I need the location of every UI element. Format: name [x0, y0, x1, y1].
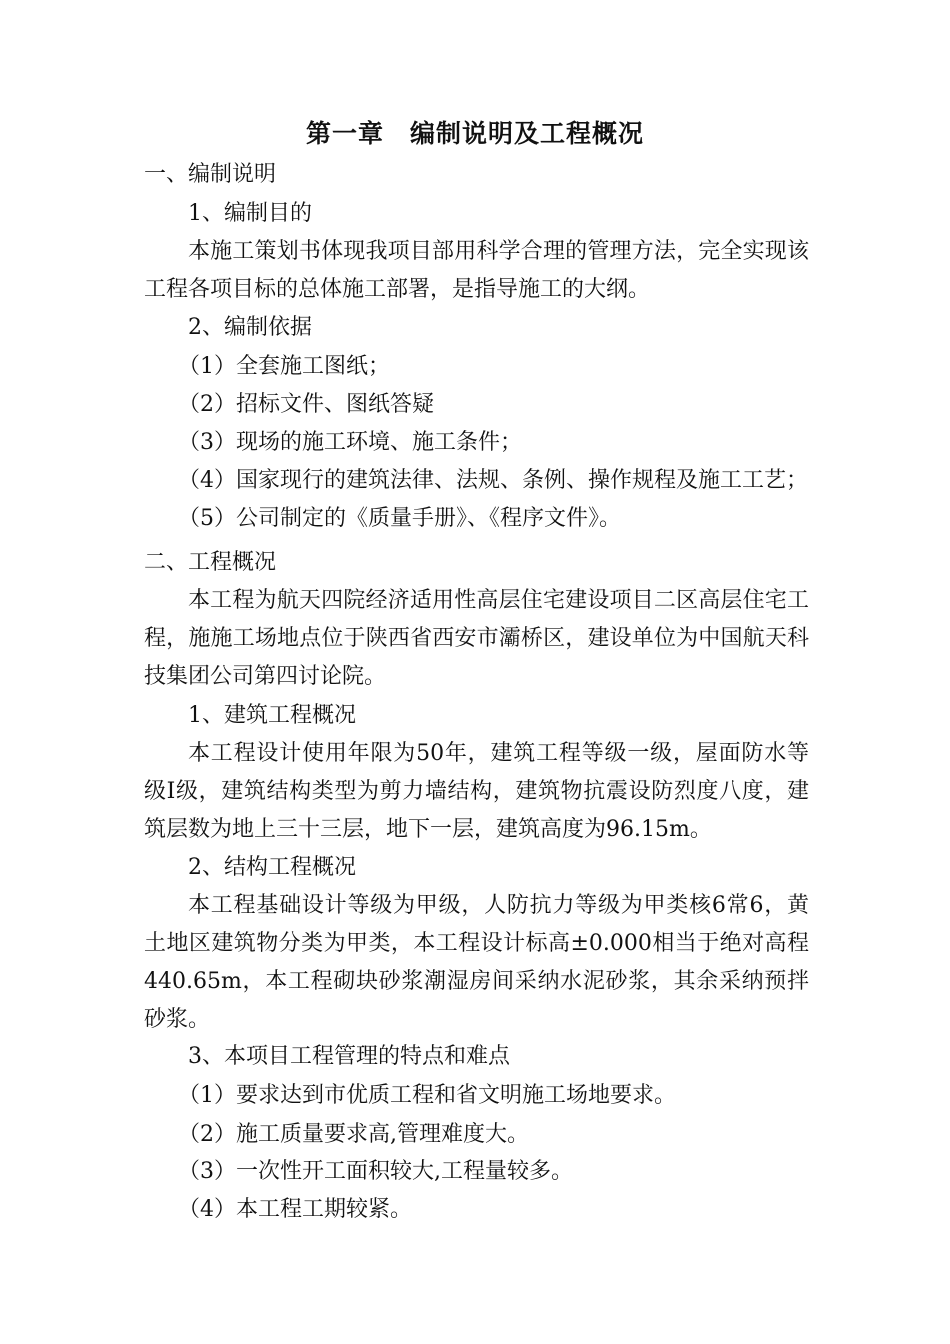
subsection-heading: 2、编制依据	[188, 315, 312, 340]
list-item: （4）本工程工期较紧。	[178, 1197, 412, 1222]
paragraph: 本工程为航天四院经济适用性高层住宅建设项目二区高层住宅工程，施施工场地点位于陕西省西安市灞桥区，建设单位为中国航天科技集团公司第四讨论院。	[144, 588, 809, 689]
list-item: （5）公司制定的《质量手册》、《程序文件》。	[178, 506, 621, 531]
subsection-heading: 3、本项目工程管理的特点和难点	[188, 1044, 510, 1069]
subsection-heading: 1、编制目的	[188, 201, 312, 226]
section-heading-2: 二、工程概况	[144, 550, 277, 575]
paragraph: 本施工策划书体现我项目部用科学合理的管理方法，完全实现该工程各项目标的总体施工部署，是指导施工的大纲。	[144, 239, 809, 302]
chapter-title: 第一章 编制说明及工程概况	[305, 119, 644, 148]
section-heading-1: 一、编制说明	[144, 162, 277, 187]
list-item: （3）一次性开工面积较大,工程量较多。	[178, 1159, 573, 1184]
list-item: （1）要求达到市优质工程和省文明施工场地要求。	[178, 1083, 676, 1108]
list-item: （1）全套施工图纸；	[178, 354, 390, 379]
list-item: （3）现场的施工环境、施工条件；	[178, 430, 522, 455]
paragraph: 本工程基础设计等级为甲级，人防抗力等级为甲类核6常6，黄土地区建筑物分类为甲类，本工程设计标高±0.000相当于绝对高程440.65m，本工程砌块砂浆潮湿房间采纳水泥砂浆，其余采纳预拌砂浆。	[144, 893, 809, 1032]
subsection-heading: 1、建筑工程概况	[188, 703, 356, 728]
subsection-heading: 2、结构工程概况	[188, 855, 356, 880]
list-item: （2）招标文件、图纸答疑	[178, 392, 434, 417]
list-item: （2）施工质量要求高,管理难度大。	[178, 1122, 529, 1147]
paragraph: 本工程设计使用年限为50年，建筑工程等级一级，屋面防水等级Ⅰ级，建筑结构类型为剪力墙结构，建筑物抗震设防烈度八度，建筑层数为地上三十三层，地下一层，建筑高度为96.15m。	[144, 741, 809, 842]
list-item: （4）国家现行的建筑法律、法规、条例、操作规程及施工工艺；	[178, 468, 808, 493]
